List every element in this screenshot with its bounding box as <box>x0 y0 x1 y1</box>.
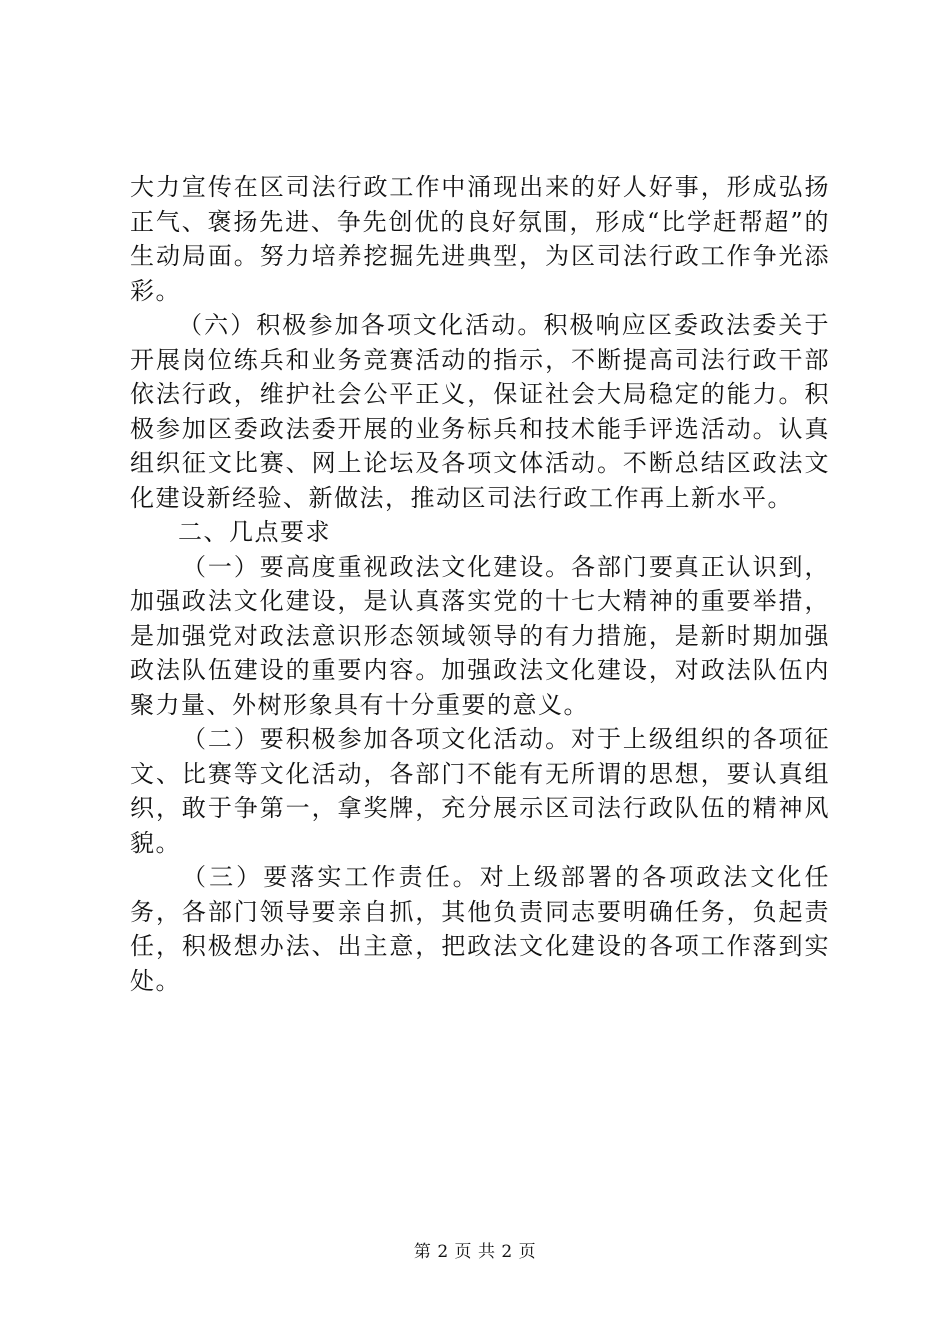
paragraph-section-six: （六）积极参加各项文化活动。积极响应区委政法委关于开展岗位练兵和业务竞赛活动的指示，不断提高司法行政干部依法行政，维护社会公平正义，保证社会大局稳定的能力。积极参加区委政法委开展的业务标兵和技术能手评选活动。认真组织征文比赛、网上论坛及各项文体活动。不断总结区政法文化建设新经验、新做法，推动区司法行政工作再上新水平。 <box>130 311 830 512</box>
paragraph-requirement-one: （一）要高度重视政法文化建设。各部门要真正认识到，加强政法文化建设，是认真落实党的十七大精神的重要举措，是加强党对政法意识形态领域领导的有力措施，是新时期加强政法队伍建设的重要内容。加强政法文化建设，对政法队伍内聚力量、外树形象具有十分重要的意义。 <box>130 552 830 719</box>
section-heading-requirements: 二、几点要求 <box>178 518 331 546</box>
paragraph-continuation: 大力宣传在区司法行政工作中涌现出来的好人好事，形成弘扬正气、褒扬先进、争先创优的良好氛围，形成“比学赶帮超”的生动局面。努力培养挖掘先进典型，为区司法行政工作争光添彩。 <box>130 173 830 305</box>
paragraph-requirement-three: （三）要落实工作责任。对上级部署的各项政法文化任务，各部门领导要亲自抓，其他负责同志要明确任务，负起责任，积极想办法、出主意，把政法文化建设的各项工作落到实处。 <box>130 863 830 995</box>
page-footer: 第 2 页 共 2 页 <box>413 1242 537 1262</box>
document-body <box>130 170 830 998</box>
paragraph-requirement-two: （二）要积极参加各项文化活动。对于上级组织的各项征文、比赛等文化活动，各部门不能有无所谓的思想，要认真组织，敢于争第一，拿奖牌，充分展示区司法行政队伍的精神风貌。 <box>130 725 830 857</box>
